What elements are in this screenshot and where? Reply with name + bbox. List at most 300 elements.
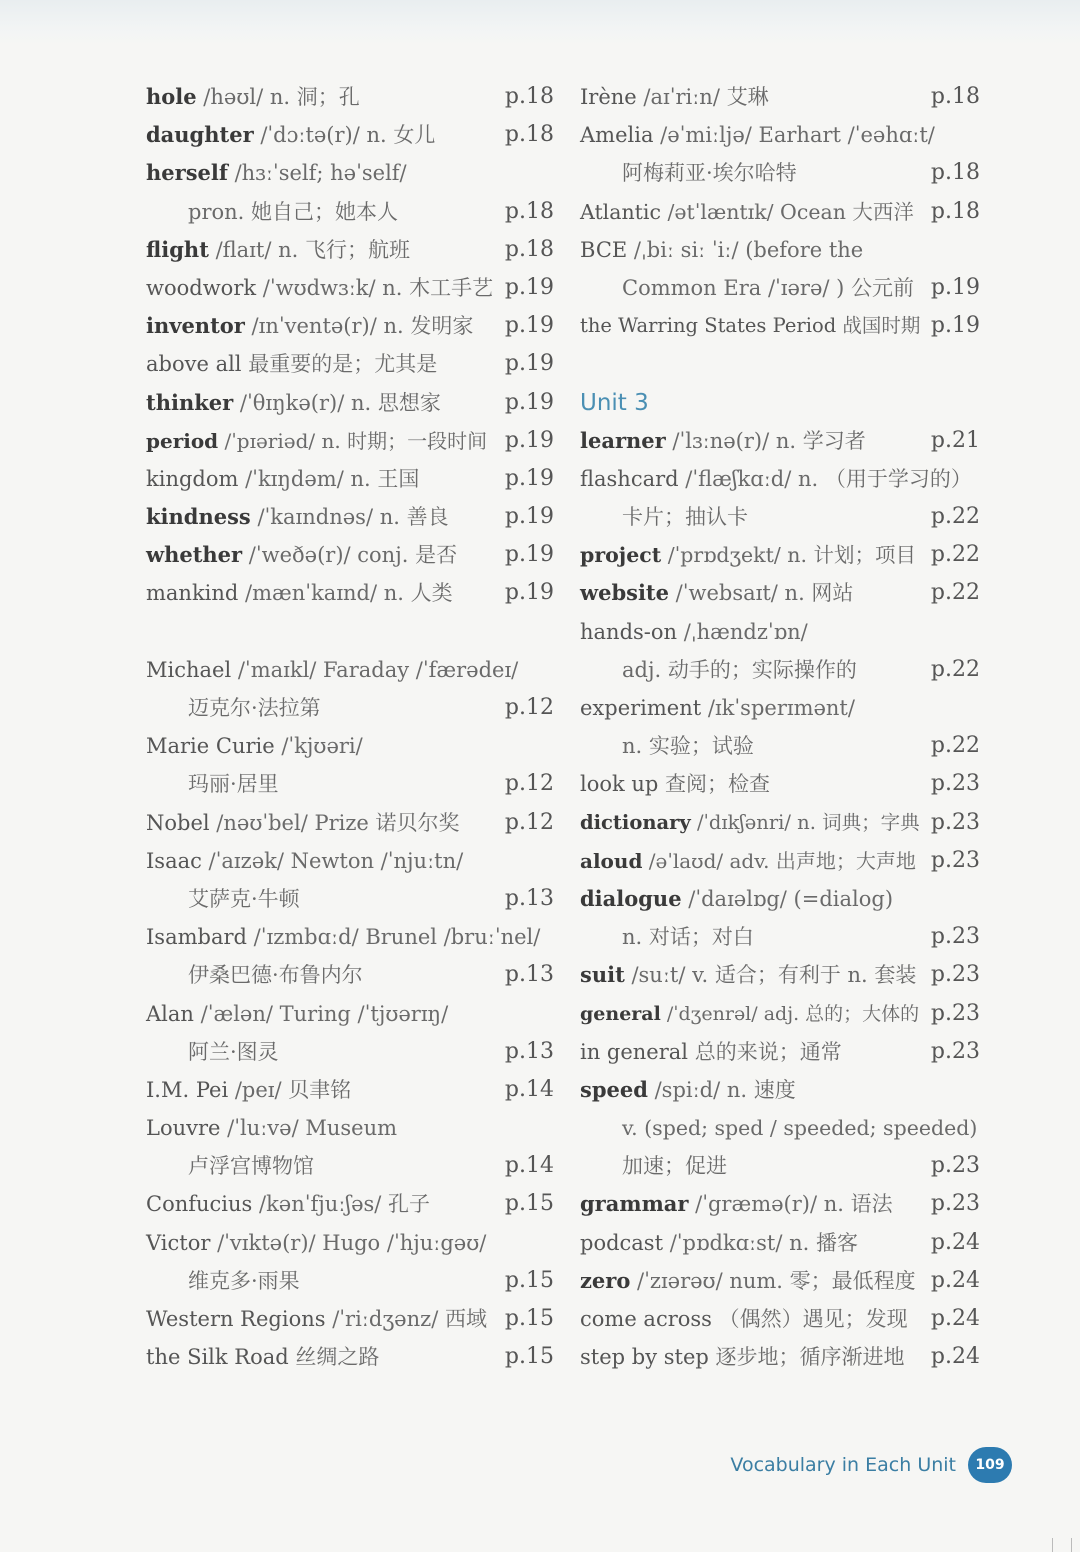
headword: the Silk Road [146,1345,289,1370]
headword: dictionary [580,810,691,834]
page-reference: p.23 [930,1000,980,1026]
entry-text [580,231,863,269]
vocab-entry [146,460,554,498]
entry-text [580,727,754,765]
entry-text [146,880,300,918]
entry-definition: /ˈɪzmbɑːd/ Brunel /bruːˈnel/ [246,925,541,950]
page-reference: p.23 [930,1191,980,1217]
headword: Atlantic [580,199,661,224]
vocab-continuation-line [146,765,554,803]
entry-definition: /kənˈfjuːʃəs/ 孔子 [252,1192,431,1217]
headword: whether [146,542,243,568]
entry-text [580,574,853,612]
headword: hands-on [580,619,678,644]
entry-text [580,78,769,116]
entry-definition: v. (sped; sped / speeded; speeded) [622,1116,978,1141]
entry-definition: /ətˈlæntɪk/ Ocean 大西洋 [660,199,914,224]
entry-text [146,1071,351,1109]
headword: suit [580,962,625,988]
entry-text [146,842,463,880]
entry-text [146,460,419,498]
vocab-entry [146,1071,554,1109]
headword: kindness [146,504,251,530]
vocab-entry [146,269,554,307]
entry-text [146,651,518,689]
page-reference: p.19 [504,274,554,300]
vocab-entry [580,460,980,498]
page-reference: p.24 [930,1229,980,1255]
vocab-continuation-line [146,193,554,231]
vocab-entry [580,804,980,842]
vocab-entry [146,1338,554,1376]
page-reference: p.12 [504,695,554,720]
entry-definition: 丝绸之路 [288,1345,380,1370]
vocab-continuation-line [146,1147,554,1185]
entry-definition: /ɪkˈsperɪmənt/ [701,696,855,720]
entry-definition: /ˈælən/ Turing /ˈtjʊərɪŋ/ [193,1001,449,1026]
vocab-entry [146,842,554,880]
headword: Michael [146,657,232,682]
page-reference: p.18 [504,84,554,109]
vocab-entry [146,78,554,116]
entry-definition: （偶然）遇见；发现 [711,1307,908,1331]
vocab-entry [580,995,980,1033]
headword: hole [146,84,197,109]
vocab-continuation-line [146,1033,554,1071]
headword: Alan [146,1001,194,1026]
page-reference: p.18 [930,160,980,186]
entry-text [146,1033,279,1071]
entry-definition: /ˌhændzˈɒn/ [677,619,808,644]
entry-definition: /ˈmaɪkl/ Faraday /ˈfærədeɪ/ [231,657,519,682]
entry-definition: 卡片；抽认卡 [622,505,748,530]
vocab-entry [580,765,980,803]
entry-definition: /peɪ/ 贝聿铭 [228,1077,352,1102]
headword: project [580,543,662,568]
vocab-entry [580,422,980,460]
entry-definition: 查阅；检查 [658,772,771,797]
entry-text [580,116,935,154]
headword: in general [580,1039,689,1064]
entry-definition: /ˈwʊdwɜːk/ n. 木工手艺 [256,275,494,300]
entry-text [146,345,437,383]
headword: website [580,580,669,606]
headword: the Warring States Period [580,314,837,338]
entry-text [580,651,857,689]
entry-text [146,918,540,956]
vocab-entry [580,880,980,918]
vocab-entry [146,384,554,422]
headword: come across [580,1307,712,1331]
headword: Irène [580,85,637,109]
entry-text [146,995,448,1033]
footer-title: Vocabulary in Each Unit [730,1454,956,1476]
vocab-continuation-line [580,269,980,307]
page-reference: p.19 [930,274,980,300]
headword: general [580,1002,661,1025]
page-reference: p.22 [930,656,980,682]
entry-text [580,1071,796,1109]
page-reference: p.23 [930,1153,980,1179]
entry-definition: /ˈdaɪəlɒg/ (=dialog) [681,886,894,911]
entry-definition: n. 对话；对白 [622,925,754,950]
vocab-continuation-line [580,498,980,536]
vocab-entry [580,1224,980,1262]
entry-text [580,1224,858,1262]
vocab-entry [146,1224,554,1262]
entry-text [580,613,808,651]
entry-text [146,154,407,192]
entry-text [146,574,453,612]
entry-definition: adj. 动手的；实际操作的 [622,657,857,682]
vocab-entry [146,1109,554,1147]
entry-definition: /suːt/ v. 适合；有利于 n. 套装 [624,963,917,988]
top-shading [0,0,1080,46]
page-reference: p.23 [930,1038,980,1064]
page-reference: p.19 [930,313,980,339]
entry-text [580,536,916,574]
entry-definition: /ˈzɪərəʊ/ num. 零；最低程度 [630,1268,916,1293]
headword: look up [580,772,659,797]
entry-text [580,842,916,880]
entry-text [146,1300,487,1338]
vocab-entry [580,193,980,231]
vocab-entry [146,498,554,536]
vocab-entry [146,804,554,842]
entry-text [580,1147,727,1185]
vocab-continuation-line [580,1109,980,1147]
page-reference: p.13 [504,885,554,911]
entry-definition: 玛丽·居里 [188,772,279,797]
entry-text [580,269,914,307]
entry-text [580,880,893,918]
vocab-entry [580,536,980,574]
entry-text [580,1109,977,1147]
corner-mark [1052,1538,1072,1552]
blank-line [146,613,554,651]
headword: period [146,428,219,453]
page-reference: p.18 [930,84,980,109]
entry-text [580,460,972,498]
entry-text [580,307,920,345]
vocab-entry [146,116,554,154]
page-reference: p.15 [504,1191,554,1217]
entry-text [580,995,919,1033]
entry-definition: n. 实验；试验 [622,734,754,759]
entry-definition: 阿兰·图灵 [188,1039,279,1064]
entry-text [146,422,487,460]
vocab-entry [580,574,980,612]
headword: learner [580,427,666,453]
vocab-entry [146,307,554,345]
page-reference: p.23 [930,771,980,797]
entry-text [580,498,748,536]
vocab-entry [580,1262,980,1300]
page-footer [730,1444,1012,1486]
entry-text [580,765,770,803]
page-reference: p.19 [504,504,554,530]
headword: zero [580,1267,631,1293]
page-reference: p.24 [930,1267,980,1293]
entry-definition: /ˈprɒdʒekt/ n. 计划；项目 [661,543,916,568]
headword: above all [146,352,242,377]
headword: inventor [146,313,245,339]
headword: herself [146,160,228,186]
page-reference: p.15 [504,1267,554,1293]
entry-definition: /flaɪt/ n. 飞行；航班 [208,237,410,262]
entry-text [146,78,360,116]
entry-definition: 艾萨克·牛顿 [188,886,300,911]
page-reference: p.18 [504,236,554,262]
page-reference: p.12 [504,771,554,797]
entry-definition: /ˈvɪktə(r)/ Hugo /ˈhjuːgəʊ/ [210,1230,487,1255]
entry-definition: /həʊl/ n. 洞；孔 [196,85,360,109]
entry-definition: pron. 她自己；她本人 [188,199,398,224]
vocab-continuation-line [580,727,980,765]
page-reference: p.19 [504,580,554,606]
vocab-entry [580,842,980,880]
headword: flashcard [580,466,679,491]
entry-text [580,918,754,956]
entry-text [146,1224,486,1262]
entry-text [146,536,457,574]
blank-line [580,345,980,383]
headword: thinker [146,389,234,415]
headword: Marie Curie [146,734,275,759]
entry-text [580,689,855,727]
page-reference: p.13 [504,962,554,988]
entry-definition: /ˈlɜːnə(r)/ n. 学习者 [665,428,866,453]
entry-text [146,231,410,269]
vocab-continuation-line [146,956,554,994]
vocab-entry [146,154,554,192]
vocab-entry [146,231,554,269]
vocab-entry [580,613,980,651]
entry-text [146,1338,379,1376]
page-reference: p.18 [504,122,554,148]
vocab-continuation-line [146,880,554,918]
headword: daughter [146,122,254,148]
page-reference: p.19 [504,542,554,568]
vocab-entry [580,1185,980,1223]
page-reference: p.22 [930,580,980,606]
headword: Louvre [146,1116,221,1141]
entry-definition: 维克多·雨果 [188,1268,300,1293]
vocab-entry [146,651,554,689]
page-reference: p.14 [504,1153,554,1179]
vocab-entry [146,345,554,383]
page-reference: p.14 [504,1076,554,1102]
entry-definition: /mænˈkaɪnd/ n. 人类 [238,581,453,606]
vocab-entry [580,689,980,727]
entry-definition: /ˌbiː siː ˈiː/ (before the [627,237,864,262]
page-reference: p.19 [504,389,554,415]
page-reference: p.24 [930,1344,980,1370]
entry-definition: /ˈpɒdkɑːst/ n. 播客 [663,1230,858,1255]
headword: I.M. Pei [146,1077,229,1102]
vocab-entry [580,1300,980,1338]
page-reference: p.24 [930,1306,980,1331]
entry-text [580,193,914,231]
vocab-entry [580,1071,980,1109]
headword: Isambard [146,925,247,950]
headword: Amelia [580,123,654,148]
page-reference: p.18 [504,198,554,224]
page-reference: p.12 [504,809,554,835]
vocab-entry [580,956,980,994]
entry-text [146,498,449,536]
entry-text [146,1109,397,1147]
entry-definition: 加速；促进 [622,1154,727,1179]
page-reference: p.19 [504,313,554,339]
vocab-continuation-line [580,1147,980,1185]
entry-text [146,384,441,422]
entry-definition: /əˈlaʊd/ adv. 出声地；大声地 [642,848,916,873]
entry-definition: /nəʊˈbel/ Prize 诺贝尔奖 [209,810,460,835]
headword: Isaac [146,848,202,873]
vocab-continuation-line [146,689,554,727]
page-reference: p.23 [930,847,980,873]
page-reference: p.15 [504,1306,554,1331]
vocab-entry [580,78,980,116]
entry-text [146,307,473,345]
vocab-entry [580,116,980,154]
headword: woodwork [146,275,257,300]
entry-definition: 逐步地；循序渐进地 [708,1345,905,1370]
vocab-entry [580,307,980,345]
vocab-entry [146,727,554,765]
entry-definition: 阿梅莉亚·埃尔哈特 [622,161,797,186]
entry-definition: 战国时期 [836,314,921,338]
entry-text [146,804,460,842]
page-reference: p.13 [504,1038,554,1064]
entry-definition: /aɪˈriːn/ 艾琳 [636,85,769,109]
headword: podcast [580,1230,664,1255]
entry-definition: /ˈflæʃkɑːd/ n. （用于学习的） [678,466,972,491]
unit-heading: Unit 3 [580,389,649,416]
entry-definition: 伊桑巴德·布鲁内尔 [188,963,363,988]
entry-definition: /ˈdɔːtə(r)/ n. 女儿 [253,123,436,148]
page-reference: p.23 [930,809,980,835]
headword: grammar [580,1191,689,1217]
entry-text [580,154,797,192]
entry-definition: /ˈdʒenrəl/ adj. 总的；大体的 [660,1002,920,1025]
entry-text [146,956,363,994]
page-number-badge: 109 [968,1447,1012,1483]
headword: Victor [146,1230,211,1255]
page-reference: p.23 [930,962,980,988]
vocab-entry [146,918,554,956]
entry-definition: 卢浮宫博物馆 [188,1154,314,1179]
vocab-entry [580,1338,980,1376]
entry-text [580,1033,842,1071]
entry-definition: /ˈkɪŋdəm/ n. 王国 [238,466,420,491]
entry-text [580,804,920,842]
entry-definition: /əˈmiːljə/ Earhart /ˈeəhɑːt/ [653,123,935,148]
entry-text [146,689,321,727]
left-column [146,78,554,1376]
entry-definition: /spiːd/ n. 速度 [647,1077,796,1102]
vocab-entry [146,422,554,460]
entry-text [580,422,866,460]
headword: flight [146,236,209,262]
page-reference: p.19 [504,427,554,453]
vocab-continuation-line [580,154,980,192]
vocab-entry [146,536,554,574]
entry-definition: 迈克尔·法拉第 [188,696,321,720]
entry-definition: /ˈθɪŋkə(r)/ n. 思想家 [233,390,441,415]
headword: aloud [580,848,643,873]
entry-definition: 最重要的是；尤其是 [241,352,438,377]
entry-definition: /ˈluːvə/ Museum [220,1116,398,1141]
vocab-entry [146,995,554,1033]
vocab-entry [146,1185,554,1223]
entry-text [146,1262,300,1300]
entry-definition: /ˈriːdʒənz/ 西域 [325,1307,487,1331]
entry-definition: 总的来说；通常 [688,1039,842,1064]
headword: kingdom [146,466,239,491]
entry-text [146,765,279,803]
entry-definition: Common Era /ˈɪərə/ ) 公元前 [622,275,915,300]
entry-text [146,1185,430,1223]
entry-text [146,269,493,307]
entry-text [580,956,916,994]
page-reference: p.22 [930,733,980,759]
entry-text [580,1185,893,1223]
entry-text [580,1338,905,1376]
vocab-entry [580,231,980,269]
headword: Nobel [146,810,210,835]
entry-definition: /hɜːˈself; həˈself/ [227,161,407,186]
page-reference: p.15 [504,1344,554,1370]
entry-definition: /ˈwebsaɪt/ n. 网站 [668,581,854,606]
entry-definition: /ˈpɪəriəd/ n. 时期；一段时间 [218,428,488,453]
entry-definition: /ˈaɪzək/ Newton /ˈnjuːtn/ [201,848,464,873]
vocab-continuation-line [580,918,980,956]
entry-text [580,1300,908,1338]
entry-definition: /ˈkaɪndnəs/ n. 善良 [250,505,449,530]
page-reference: p.19 [504,351,554,377]
entry-definition: /ɪnˈventə(r)/ n. 发明家 [244,314,474,339]
page-reference: p.22 [930,542,980,568]
headword: Confucius [146,1192,253,1217]
entry-text [146,1147,314,1185]
page-reference: p.21 [930,427,980,453]
vocab-entry [146,1300,554,1338]
headword: Western Regions [146,1307,326,1331]
page-reference: p.22 [930,504,980,530]
headword: mankind [146,581,239,606]
vocab-continuation-line [146,1262,554,1300]
headword: speed [580,1076,648,1102]
entry-definition: /ˈgræmə(r)/ n. 语法 [688,1192,893,1217]
right-column [580,78,980,1376]
page-reference: p.19 [504,465,554,491]
page-reference: p.18 [930,198,980,224]
vocab-entry [146,574,554,612]
entry-text [146,193,398,231]
headword: step by step [580,1345,709,1370]
entry-definition: /ˈweðə(r)/ conj. 是否 [242,543,458,568]
entry-definition: /ˈkjʊəri/ [274,734,363,759]
vocab-entry [580,1033,980,1071]
headword: BCE [580,237,628,262]
entry-text [146,116,435,154]
vocab-continuation-line [580,651,980,689]
headword: experiment [580,696,702,720]
page-reference: p.23 [930,924,980,950]
headword: dialogue [580,885,682,911]
